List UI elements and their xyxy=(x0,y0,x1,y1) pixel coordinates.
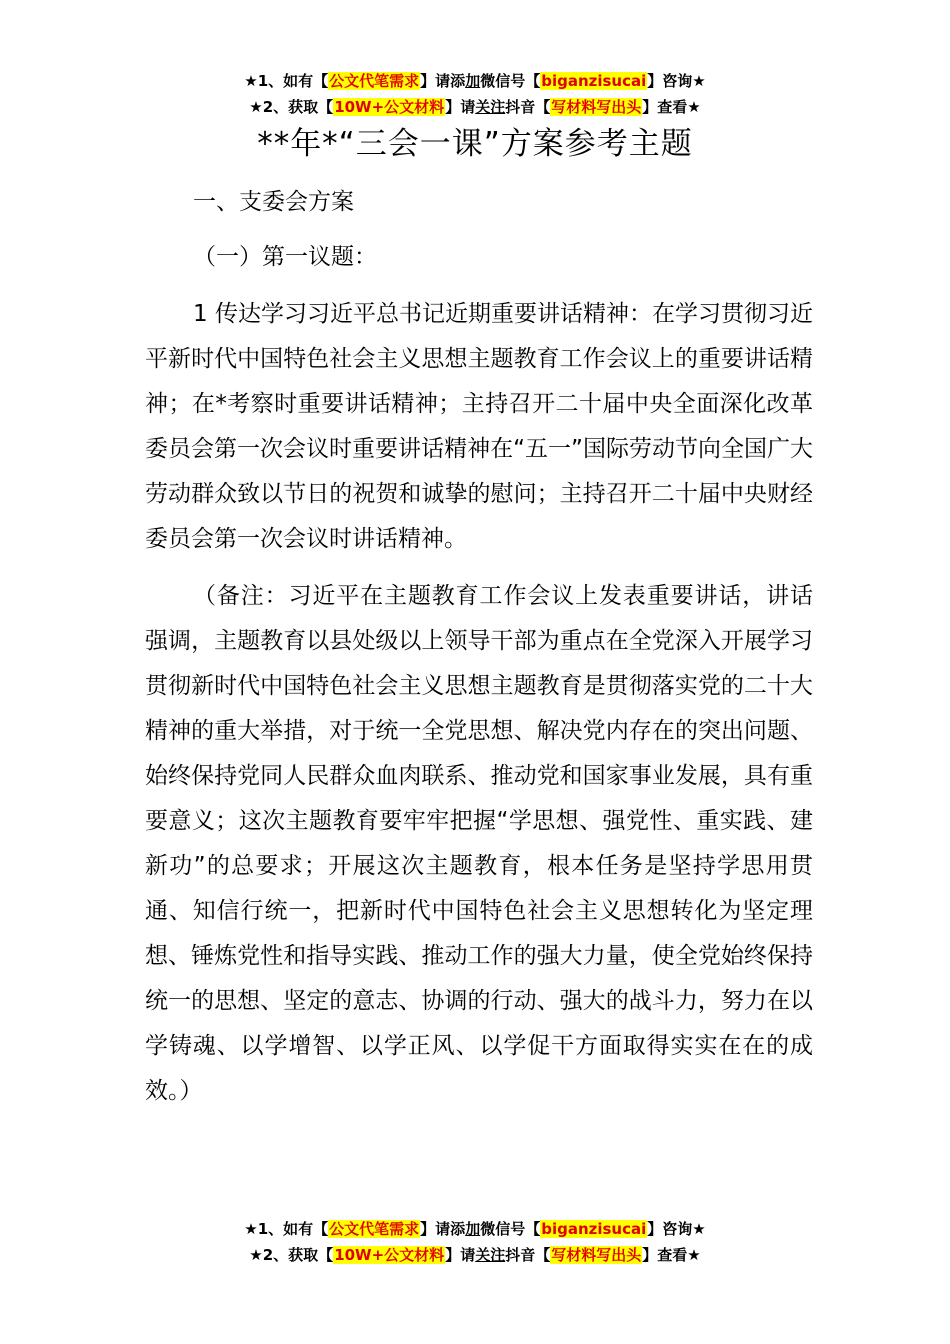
banner-highlight: 写材料写出头 xyxy=(551,1246,642,1264)
banner-line-1 xyxy=(0,68,950,94)
banner-underlined-text: 加 xyxy=(465,72,481,90)
banner-text: ★1、如有【 xyxy=(244,1220,329,1238)
banner-text: ★1、如有【 xyxy=(244,72,329,90)
banner-text: 微信号【 xyxy=(480,1220,541,1238)
banner-text: 】咨询★ xyxy=(647,1220,706,1238)
banner-text: 】查看★ xyxy=(642,1246,701,1264)
banner-text: 】请添 xyxy=(420,1220,466,1238)
banner-line-2 xyxy=(0,94,950,120)
banner-text: 微信号【 xyxy=(480,72,541,90)
banner-underlined-text: 关注 xyxy=(475,98,506,116)
paragraph-speech-summary: 1 传达学习习近平总书记近期重要讲话精神：在学习贯彻习近平新时代中国特色社会主义思想主题教育工作会议上的重要讲话精神；在*考察时重要讲话精神；主持召开二十届中央全面深化改革委员会第一次会议时重要讲话精神在“五一”国际劳动节向全国广大劳动群众致以节日的祝贺和诚挚的慰问；主持召开二十届中央财经委员会第一次会议时讲话精神。 xyxy=(145,301,813,552)
subsection-heading: （一）第一议题： xyxy=(193,244,377,270)
banner-highlight: 写材料写出头 xyxy=(551,98,642,116)
banner-text: 】请添 xyxy=(420,72,466,90)
document-title: **年*“三会一课”方案参考主题 xyxy=(257,126,693,162)
banner-highlight: 公文代笔需求 xyxy=(329,1220,420,1238)
banner-text: 】请 xyxy=(445,1246,476,1264)
banner-underlined-text: 关注 xyxy=(475,1246,506,1264)
top-banner xyxy=(0,68,950,120)
section-heading: 一、支委会方案 xyxy=(193,189,354,215)
banner-line-2 xyxy=(0,1242,950,1268)
banner-text: 】咨询★ xyxy=(647,72,706,90)
document-body xyxy=(145,180,813,1126)
banner-highlight: 10W+公文材料 xyxy=(334,1246,445,1264)
banner-highlight: biganzisucai xyxy=(541,72,647,90)
banner-text: ★2、获取【 xyxy=(249,1246,334,1264)
paragraph-remarks: （备注：习近平在主题教育工作会议上发表重要讲话，讲话强调，主题教育以县处级以上领导干部为重点在全党深入开展学习贯彻新时代中国特色社会主义思想主题教育是贯彻落实党的二十大精神的重大举措，对于统一全党思想、解决党内存在的突出问题、始终保持党同人民群众血肉联系、推动党和国家事业发展，具有重要意义；这次主题教育要牢牢把握“学思想、强党性、重实践、建新功”的总要求；开展这次主题教育，根本任务是坚持学思用贯通、知信行统一，把新时代中国特色社会主义思想转化为坚定理想、锤炼党性和指导实践、推动工作的强大力量，使全党始终保持统一的思想、坚定的意志、协调的行动、强大的战斗力，努力在以学铸魂、以学增智、以学正风、以学促干方面取得实实在在的成效。） xyxy=(145,583,813,1104)
banner-text: 】查看★ xyxy=(642,98,701,116)
banner-line-1 xyxy=(0,1216,950,1242)
banner-highlight: 10W+公文材料 xyxy=(334,98,445,116)
banner-text: 】请 xyxy=(445,98,476,116)
banner-text: 抖音【 xyxy=(505,98,551,116)
banner-text: ★2、获取【 xyxy=(249,98,334,116)
banner-underlined-text: 加 xyxy=(465,1220,481,1238)
banner-highlight: biganzisucai xyxy=(541,1220,647,1238)
banner-text: 抖音【 xyxy=(505,1246,551,1264)
bottom-banner xyxy=(0,1216,950,1268)
banner-highlight: 公文代笔需求 xyxy=(329,72,420,90)
